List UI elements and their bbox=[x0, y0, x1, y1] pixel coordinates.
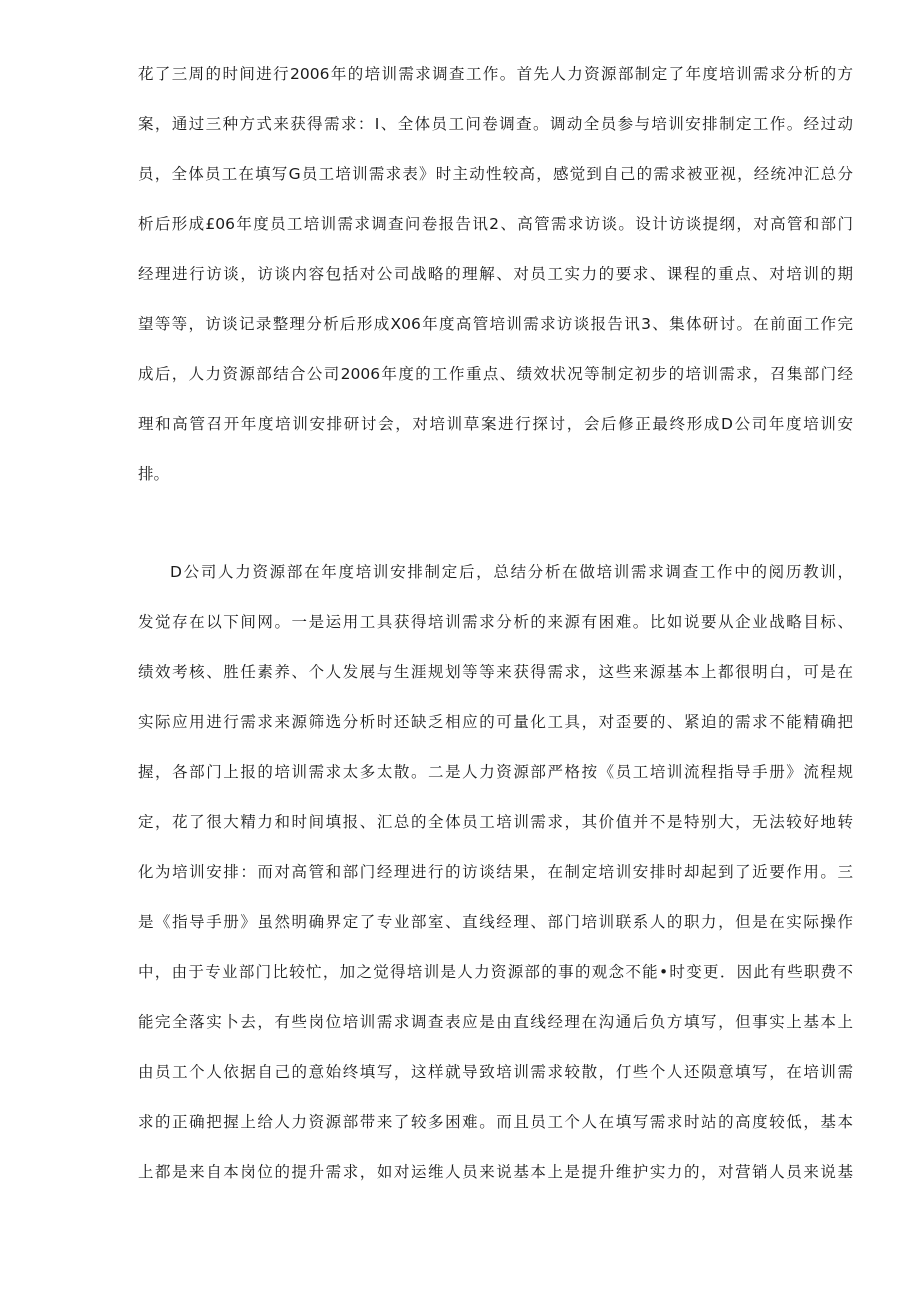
text-line: 求的正确把握上给人力资源部带来了较多困难。而且员工个人在填写需求时站的高度较低，基本 bbox=[138, 1113, 853, 1131]
text-line: 析后形成£06年度员工培训需求调查问卷报告讯2、高管需求访谈。设计访谈提纲，对高管和部门 bbox=[138, 215, 853, 233]
text-line: 是《指导手册》虽然明确界定了专业部室、直线经理、部门培训联系人的职力，但是在实际操作 bbox=[138, 913, 853, 931]
text-line: 实际应用进行需求来源筛选分析时还缺乏相应的可量化工具，对歪要的、紧迫的需求不能精确把 bbox=[138, 713, 853, 731]
text-line: 案，通过三种方式来获得需求：I、全体员工问卷调查。调动全员参与培训安排制定工作。经过动 bbox=[138, 115, 853, 133]
text-line: 定，花了很大精力和时间填报、汇总的全体员工培训需求，其价值并不是特别大，无法较好地转 bbox=[138, 813, 853, 831]
text-line: D公司人力资源部在年度培训安排制定后，总结分析在做培训需求调查工作中的阅历教训， bbox=[170, 563, 853, 581]
text-line: 排。 bbox=[138, 465, 170, 483]
text-line: 中，由于专业部门比较忙，加之觉得培训是人力资源部的事的观念不能•时变更．因此有些职费不 bbox=[138, 963, 853, 981]
text-line: 化为培训安排：而对高管和部门经理进行的访谈结果，在制定培训安排时却起到了近要作用。三 bbox=[138, 863, 853, 881]
text-line: 员，全体员工在填写G员工培训需求表》时主动性较高，感觉到自己的需求被亚视，经统冲汇总分 bbox=[138, 165, 853, 183]
text-line: 望等等，访谈记录整理分析后形成X06年度高管培训需求访谈报告讯3、集体研讨。在前面工作完 bbox=[138, 315, 853, 333]
text-line: 能完全落实卜去，有些岗位培训需求调查表应是由直线经理在沟通后负方填写，但事实上基本上 bbox=[138, 1013, 853, 1031]
text-line: 花了三周的时间进行2006年的培训需求调查工作。首先人力资源部制定了年度培训需求分析的方 bbox=[138, 65, 853, 83]
text-line: 上都是来自本岗位的提升需求，如对运维人员来说基本上是提升维护实力的，对营销人员来说基 bbox=[138, 1163, 853, 1181]
text-line: 绩效考核、胜任素养、个人发展与生涯规划等等来获得需求，这些来源基本上都很明白，可是在 bbox=[138, 663, 853, 681]
text-line: 经理进行访谈，访谈内容包括对公司战略的理解、对员工实力的要求、课程的重点、对培训的期 bbox=[138, 265, 853, 283]
text-line: 发觉存在以下间网。一是运用工具获得培训需求分析的来源有困难。比如说要从企业战略目标、 bbox=[138, 613, 853, 631]
text-line: 由员工个人依据自己的意始终填写，这样就导致培训需求较散，仃些个人还陨意填写，在培训需 bbox=[138, 1063, 853, 1081]
text-line: 理和高管召开年度培训安排研讨会，对培训草案进行探讨，会后修正最终形成D公司年度培训安 bbox=[138, 415, 853, 433]
text-line: 握，各部门上报的培训需求太多太散。二是人力资源部严格按《员工培训流程指导手册》流程规 bbox=[138, 763, 853, 781]
text-line: 成后，人力资源部结合公司2006年度的工作重点、绩效状况等制定初步的培训需求，召集部门经 bbox=[138, 365, 853, 383]
